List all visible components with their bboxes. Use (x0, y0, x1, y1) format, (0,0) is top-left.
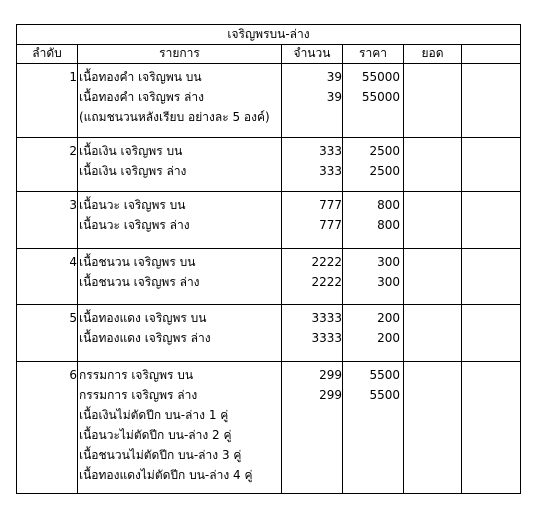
item-price: 200 (377, 331, 400, 345)
price-table (16, 24, 521, 494)
item-description: เนื้อทองแดง เจริญพร ล่าง (79, 331, 211, 345)
item-description: เนื้อนวะไม่ตัดปีก บน-ล่าง 2 คู่ (79, 428, 232, 442)
item-description: (แถมชนวนหลังเรียบ อย่างละ 5 องค์) (79, 110, 270, 124)
column-divider (461, 44, 462, 493)
item-quantity: 299 (319, 388, 342, 402)
header-items: รายการ (159, 46, 200, 60)
item-description: กรรมการ เจริญพร บน (79, 368, 194, 382)
item-quantity (282, 107, 342, 127)
item-description: เนื้อเงินไม่ตัดปีก บน-ล่าง 1 คู่ (79, 408, 229, 422)
item-quantity: 777 (319, 218, 342, 232)
item-quantity: 333 (319, 144, 342, 158)
table-title: เจริญพรบน-ล่าง (17, 25, 520, 45)
item-quantity: 333 (319, 164, 342, 178)
item-description: เนื้อชนวน เจริญพร ล่าง (79, 275, 200, 289)
item-quantity: 2222 (311, 275, 342, 289)
row-number: 2 (69, 144, 77, 158)
item-description: เนื้อเงิน เจริญพร บน (79, 144, 183, 158)
item-description: เนื้อชนวนไม่ตัดปีก บน-ล่าง 3 คู่ (79, 448, 242, 462)
row-number: 3 (69, 198, 77, 212)
item-description: เนื้อเงิน เจริญพร ล่าง (79, 164, 187, 178)
group-separator (17, 304, 520, 305)
item-price (342, 405, 400, 425)
item-description: เนื้อนวะ เจริญพร ล่าง (79, 218, 190, 232)
item-quantity: 299 (319, 368, 342, 382)
item-price (342, 465, 400, 485)
column-divider (77, 44, 78, 493)
item-description: เนื้อทองคำ เจริญพน บน (79, 70, 202, 84)
row-number: 1 (69, 70, 77, 84)
item-quantity: 777 (319, 198, 342, 212)
item-quantity (282, 465, 342, 485)
group-separator (17, 137, 520, 138)
row-number: 6 (69, 368, 77, 382)
item-price: 5500 (369, 388, 400, 402)
item-quantity (282, 445, 342, 465)
item-price: 300 (377, 255, 400, 269)
item-price (342, 107, 400, 127)
item-quantity (282, 425, 342, 445)
header-price: ราคา (359, 46, 387, 60)
item-price: 55000 (361, 90, 400, 104)
item-price (342, 425, 400, 445)
item-description: เนื้อทองคำ เจริญพร ล่าง (79, 90, 204, 104)
item-description: กรรมการ เจริญพร ล่าง (79, 388, 198, 402)
item-quantity: 2222 (311, 255, 342, 269)
item-quantity (282, 405, 342, 425)
item-quantity: 3333 (311, 311, 342, 325)
header-no: ลำดับ (32, 46, 62, 60)
item-price (342, 445, 400, 465)
item-price: 200 (377, 311, 400, 325)
item-quantity: 39 (326, 90, 342, 104)
item-price: 2500 (369, 164, 400, 178)
column-divider (403, 44, 404, 493)
item-price: 2500 (369, 144, 400, 158)
item-price: 800 (377, 218, 400, 232)
item-description: เนื้อทองแดงไม่ตัดปีก บน-ล่าง 4 คู่ (79, 468, 253, 482)
group-separator (17, 248, 520, 249)
item-quantity: 39 (326, 70, 342, 84)
row-number: 5 (69, 311, 77, 325)
header-qty: จำนวน (293, 46, 331, 60)
item-quantity: 3333 (311, 331, 342, 345)
row-number: 4 (69, 255, 77, 269)
item-description: เนื้อชนวน เจริญพร บน (79, 255, 196, 269)
item-price: 800 (377, 198, 400, 212)
group-separator (17, 361, 520, 362)
item-price: 55000 (361, 70, 400, 84)
item-price: 300 (377, 275, 400, 289)
group-separator (17, 191, 520, 192)
item-price: 5500 (369, 368, 400, 382)
table-header-row (17, 44, 520, 64)
header-total: ยอด (421, 46, 444, 60)
item-description: เนื้อทองแดง เจริญพร บน (79, 311, 207, 325)
item-description: เนื้อนวะ เจริญพร บน (79, 198, 186, 212)
